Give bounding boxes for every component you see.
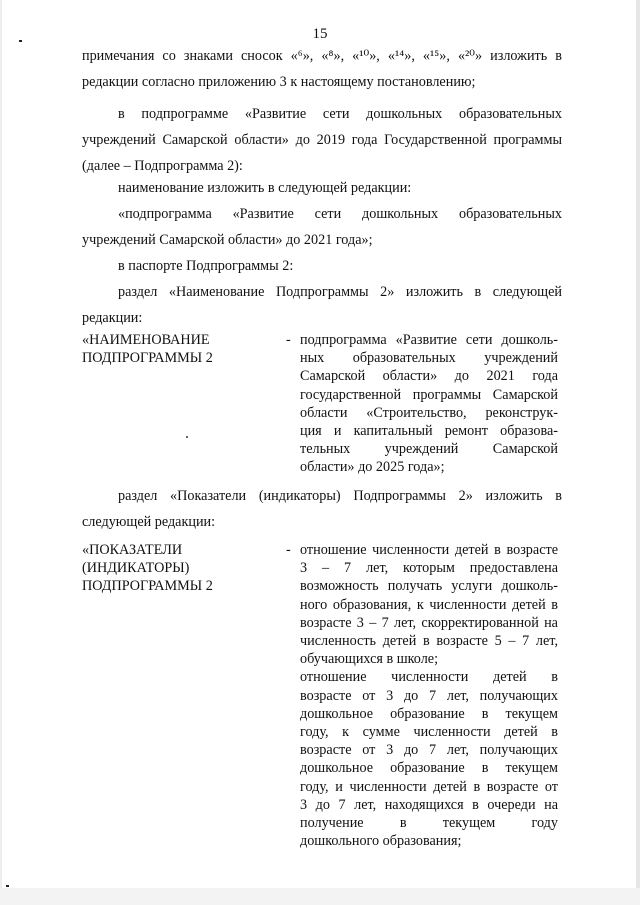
section-1-line: государственной программы Самарской <box>300 386 558 403</box>
section-1-line: тельных учреждений Самарской <box>300 441 558 458</box>
section-1-dash: - <box>286 332 291 348</box>
section-1-line: области «Строительство, реконструк- <box>300 404 558 421</box>
paragraph-4-line-1: «подпрограмма «Развитие сети дошкольных образовательных <box>118 206 562 222</box>
section-2-line: ного образования, к численности детей в <box>300 596 558 613</box>
section-2-line: возможность получать услуги дошколь- <box>300 578 558 595</box>
section-2-line: отношение численности детей в <box>300 669 558 686</box>
section-2-line: возрасте 3 – 7 лет, скорректированной на <box>300 614 558 631</box>
scan-speck <box>6 885 9 887</box>
section-2-definition <box>300 541 558 850</box>
section-2-line: 3 до 7 лет, находящихся в очереди на <box>300 796 558 813</box>
section-1-line: Самарской области» до 2021 года <box>300 368 558 385</box>
section-1-line: области» до 2025 года»; <box>300 459 445 476</box>
scan-speck <box>186 436 188 438</box>
paragraph-2-line-3: (далее – Подпрограмма 2): <box>82 158 243 174</box>
section-2-line: получение в текущем году <box>300 815 558 832</box>
section-1-label-line-2: ПОДПРОГРАММЫ 2 <box>82 350 213 366</box>
section-2-line: дошкольное образование в текущем <box>300 705 558 722</box>
section-2-label-line-1: «ПОКАЗАТЕЛИ <box>82 542 183 558</box>
section-2-dash: - <box>286 542 291 558</box>
section-2-line: отношение численности детей в возрасте <box>300 542 558 558</box>
section-1-label-line-1: «НАИМЕНОВАНИЕ <box>82 332 210 348</box>
section-1-line: ция и капитальный ремонт образова- <box>300 423 558 440</box>
section-2-line: обучающихся в школе; <box>300 651 439 668</box>
scan-right-edge <box>636 0 640 905</box>
paragraph-2-line-2: учреждений Самарской области» до 2019 года Государственной программы <box>82 132 562 148</box>
paragraph-6-line-2: редакции: <box>82 310 143 326</box>
paragraph-1-line-1: примечания со знаками сносок «⁶», «⁸», «¹⁰», «¹⁴», «¹⁵», «²⁰» изложить в <box>82 48 562 64</box>
section-2-line: 3 – 7 лет, которым предоставлена <box>300 560 558 577</box>
paragraph-1-line-2: редакции согласно приложению 3 к настоящему постановлению; <box>82 74 476 90</box>
section-2-line: году, к сумме численности детей в <box>300 724 558 741</box>
section-1-label <box>82 331 272 367</box>
section-2-line: возрасте от 3 до 7 лет, получающих <box>300 687 558 704</box>
section-2-line: численность детей в возрасте 5 – 7 лет, <box>300 633 558 650</box>
paragraph-4-line-2: учреждений Самарской области» до 2021 года»; <box>82 232 373 248</box>
section-2-line: дошкольное образование в текущем <box>300 760 558 777</box>
paragraph-7-line-2: следующей редакции: <box>82 514 216 530</box>
paragraph-2-line-1: в подпрограмме «Развитие сети дошкольных образовательных <box>118 106 562 122</box>
section-2-label-line-2: (ИНДИКАТОРЫ) <box>82 560 190 576</box>
paragraph-3: наименование изложить в следующей редакции: <box>118 180 412 196</box>
section-1-definition <box>300 331 558 477</box>
section-2-line: возрасте от 3 до 7 лет, получающих <box>300 742 558 759</box>
paragraph-6-line-1: раздел «Наименование Подпрограммы 2» изложить в следующей <box>118 284 562 300</box>
section-2-line: дошкольного образования; <box>300 833 462 850</box>
scan-bottom-edge <box>0 888 640 905</box>
page-number: 15 <box>312 26 328 42</box>
paragraph-7-line-1: раздел «Показатели (индикаторы) Подпрограммы 2» изложить в <box>118 488 562 504</box>
section-2-line: году, и численности детей в возрасте от <box>300 778 558 795</box>
scan-left-edge <box>0 0 2 905</box>
paragraph-5: в паспорте Подпрограммы 2: <box>118 258 294 274</box>
section-1-line: ных образовательных учреждений <box>300 350 558 367</box>
section-1-line: подпрограмма «Развитие сети дошколь- <box>300 332 558 348</box>
section-2-label <box>82 541 272 595</box>
section-2-label-line-3: ПОДПРОГРАММЫ 2 <box>82 578 213 594</box>
